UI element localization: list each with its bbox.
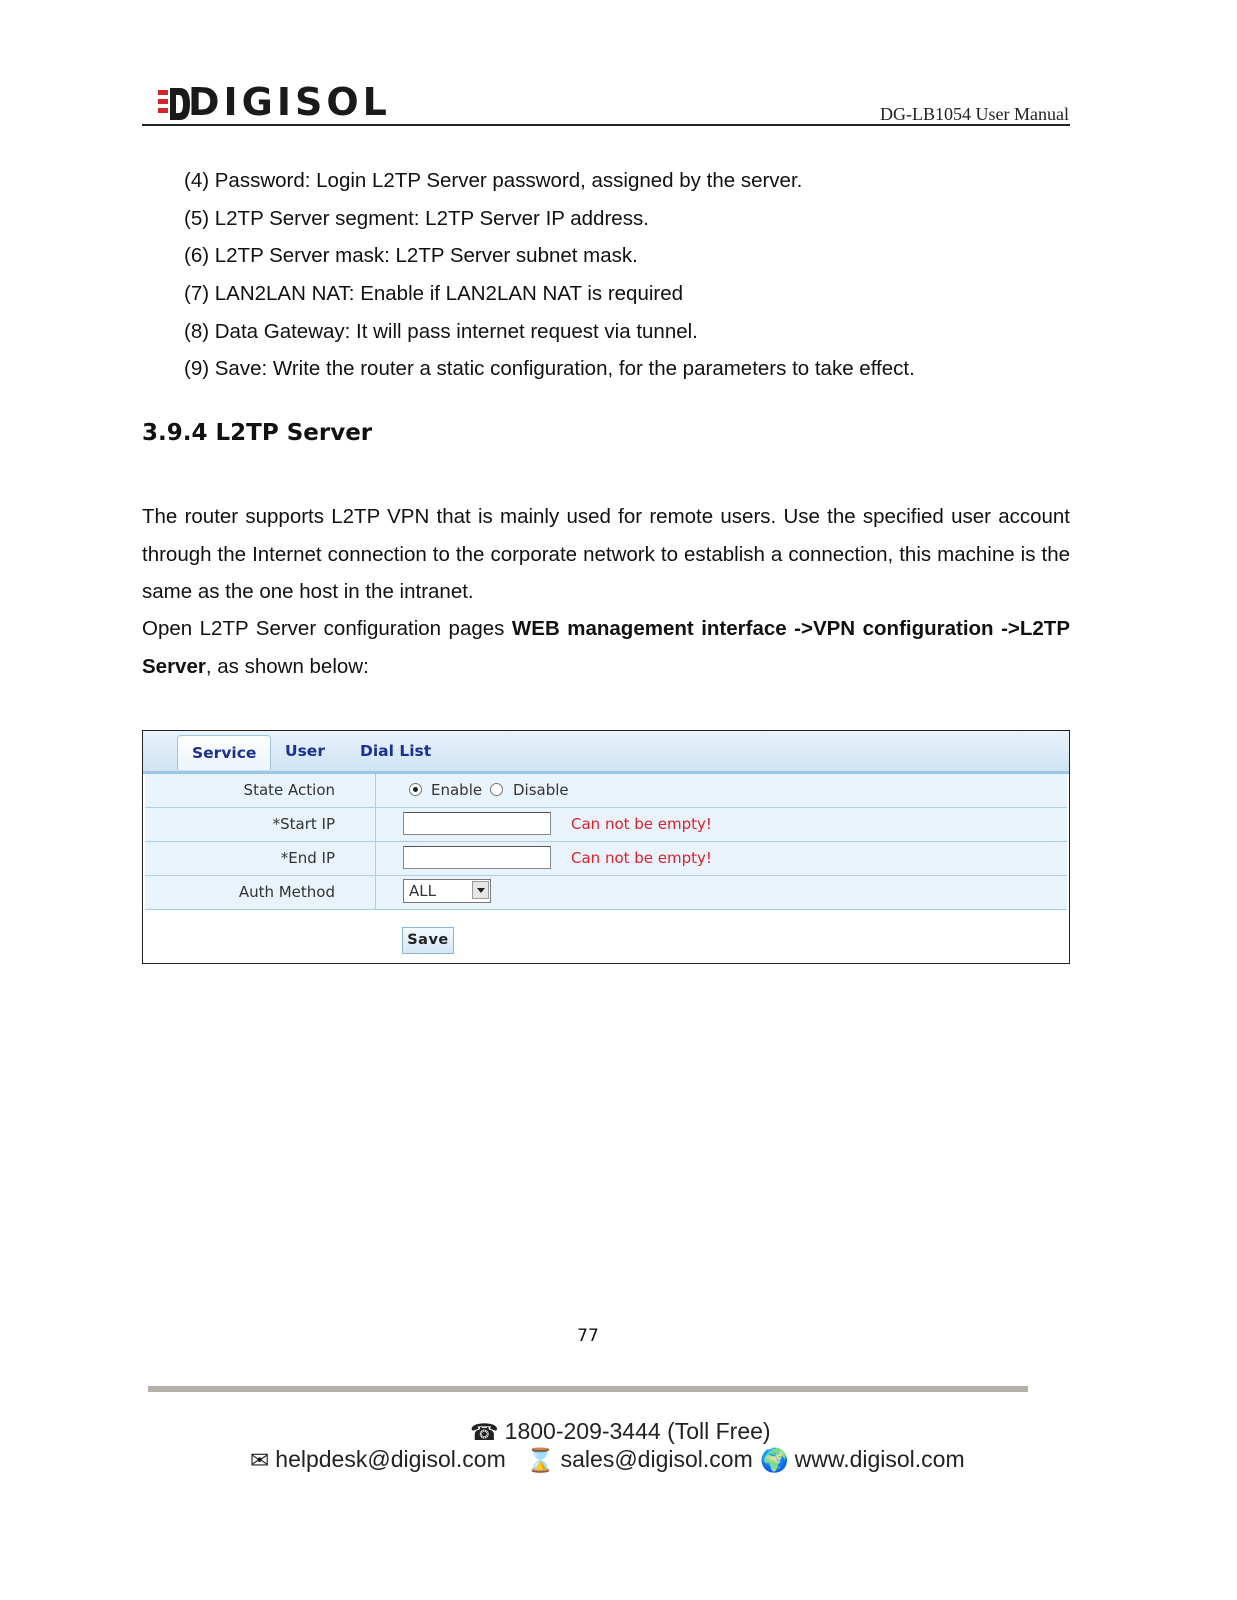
section-heading: 3.9.4 L2TP Server xyxy=(142,420,373,446)
auth-method-label: Auth Method xyxy=(238,883,335,901)
phone-number: 1800-209-3444 (Toll Free) xyxy=(504,1418,771,1444)
tab-bar xyxy=(143,731,1069,774)
instruction-text: Open L2TP Server configuration pages xyxy=(142,617,512,640)
tab-user[interactable]: User xyxy=(285,742,325,760)
hourglass-icon: ⌛ xyxy=(526,1447,555,1474)
start-ip-error: Can not be empty! xyxy=(571,815,712,833)
digisol-logo-icon xyxy=(158,86,190,122)
state-action-label: State Action xyxy=(243,781,335,799)
parameter-list xyxy=(184,168,915,394)
end-ip-row xyxy=(145,842,1067,876)
auth-method-value: ALL xyxy=(409,882,436,900)
list-item: (5) L2TP Server segment: L2TP Server IP address. xyxy=(184,206,649,230)
tab-dial-list[interactable]: Dial List xyxy=(360,742,432,760)
disable-radio[interactable] xyxy=(490,783,503,796)
save-button[interactable]: Save xyxy=(402,927,454,954)
header-divider xyxy=(142,124,1070,126)
sales-email: sales@digisol.com xyxy=(560,1446,753,1472)
enable-radio[interactable] xyxy=(409,783,422,796)
list-item: (4) Password: Login L2TP Server password, assigned by the server. xyxy=(184,169,803,192)
list-item: (8) Data Gateway: It will pass internet request via tunnel. xyxy=(184,319,698,343)
start-ip-label: *Start IP xyxy=(272,815,335,833)
helpdesk-email: helpdesk@digisol.com xyxy=(275,1446,506,1472)
column-divider xyxy=(375,808,376,841)
end-ip-label: *End IP xyxy=(280,849,335,867)
end-ip-input[interactable] xyxy=(403,846,551,869)
chevron-down-icon[interactable] xyxy=(472,881,489,899)
phone-icon: ☎ xyxy=(470,1419,499,1446)
list-item: (6) L2TP Server mask: L2TP Server subnet mask. xyxy=(184,244,638,268)
list-item: (9) Save: Write the router a static configuration, for the parameters to take effect. xyxy=(184,357,915,381)
page-number: 77 xyxy=(577,1326,599,1346)
disable-label: Disable xyxy=(513,781,569,799)
tab-service[interactable]: Service xyxy=(177,735,271,770)
mail-icon: ✉ xyxy=(250,1447,270,1474)
enable-label: Enable xyxy=(431,781,483,799)
auth-method-select[interactable] xyxy=(403,879,491,903)
start-ip-input[interactable] xyxy=(403,812,551,835)
start-ip-row xyxy=(145,808,1067,842)
phone-contact xyxy=(470,1418,771,1446)
column-divider xyxy=(375,774,376,807)
instruction-paragraph xyxy=(142,610,1070,685)
column-divider xyxy=(375,876,376,909)
column-divider xyxy=(375,842,376,875)
website-contact xyxy=(760,1446,965,1474)
end-ip-error: Can not be empty! xyxy=(571,849,712,867)
list-item: (7) LAN2LAN NAT: Enable if LAN2LAN NAT is required xyxy=(184,282,684,306)
globe-icon: 🌍 xyxy=(760,1447,789,1474)
footer-divider xyxy=(148,1386,1028,1392)
l2tp-server-screenshot xyxy=(142,730,1070,964)
sales-contact xyxy=(526,1446,753,1474)
state-action-row xyxy=(145,774,1067,808)
instruction-end: , as shown below: xyxy=(205,654,369,678)
helpdesk-contact xyxy=(250,1446,506,1474)
menu-path: WEB management interface ->VPN configuration ->L2TP Server xyxy=(142,617,1070,678)
auth-method-row xyxy=(145,876,1067,910)
manual-title: DG-LB1054 User Manual xyxy=(880,104,1069,124)
intro-paragraph: The router supports L2TP VPN that is mainly used for remote users. Use the specified user account through the Internet connection to the corporate network to establish a connection, this machine is the same as the one host in the intranet. xyxy=(142,505,1070,604)
website-url: www.digisol.com xyxy=(794,1446,965,1472)
brand-logo: DIGISOL xyxy=(188,80,391,124)
